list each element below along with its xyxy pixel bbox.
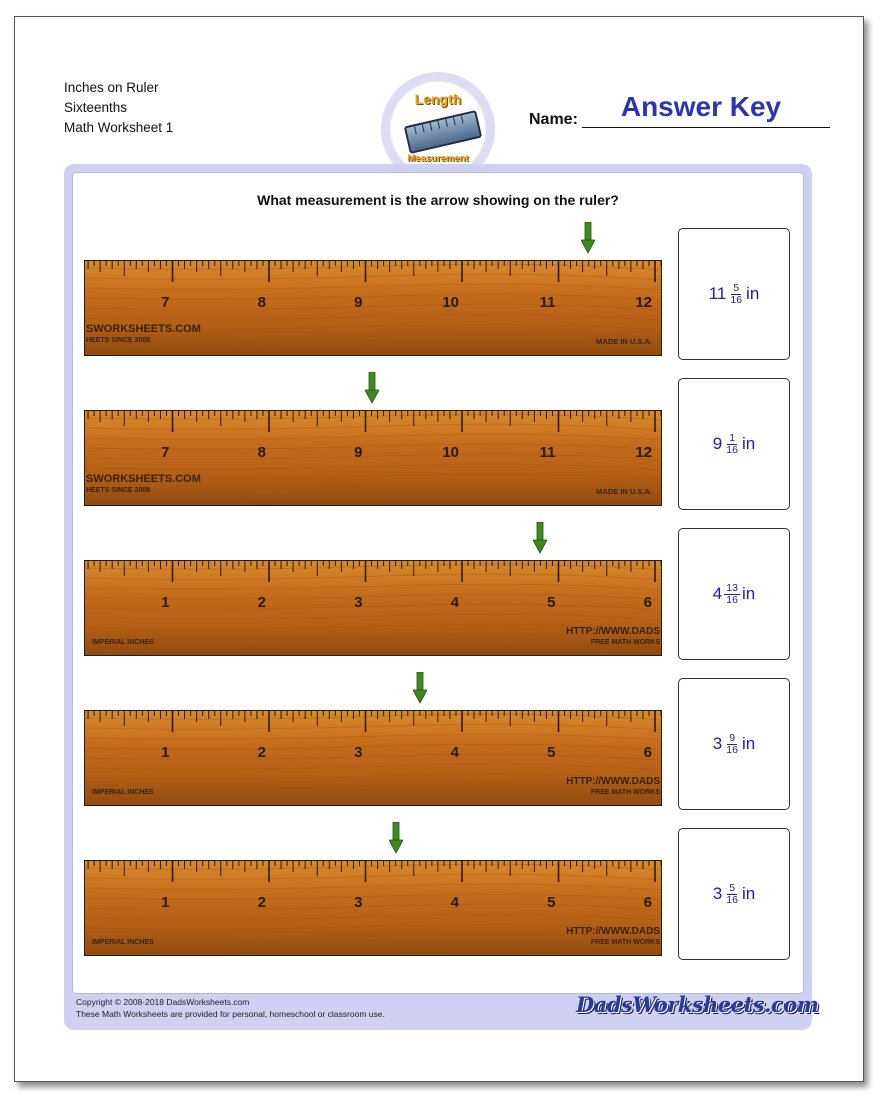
fraction-denominator: 16 [730, 293, 743, 306]
ruler-imprint-text: FREE MATH WORKS [590, 639, 660, 646]
ruler-imprint-text: MADE IN U.S.A. [596, 487, 652, 496]
name-line [582, 127, 830, 128]
problem-row [64, 678, 812, 812]
pointer-arrow-icon [389, 822, 403, 854]
ruler-inch-label: 9 [354, 294, 363, 311]
ruler [84, 260, 662, 356]
answer-unit: in [741, 884, 756, 903]
ruler-imprint-text: SWORKSHEETS.COM [86, 323, 201, 335]
ruler-inch-label: 11 [539, 444, 556, 461]
answer-value [679, 229, 789, 359]
ruler-inch-label: 4 [450, 744, 459, 761]
ruler-inch-label: 6 [643, 894, 652, 911]
ruler-imprint-text: IMPERIAL INCHES [92, 939, 154, 946]
ruler-inch-label: 4 [450, 894, 459, 911]
logo-title: Length [414, 91, 462, 107]
problem-row [64, 228, 812, 362]
answer-whole: 3 [712, 884, 723, 903]
worksheet-header [64, 78, 173, 138]
ruler-imprint-text: MADE IN U.S.A. [596, 337, 652, 346]
answer-whole: 4 [712, 584, 723, 603]
ruler [84, 560, 662, 656]
ruler-inch-label: 1 [161, 594, 170, 611]
ruler-imprint-text: FREE MATH WORKS [590, 939, 660, 946]
fraction-numerator: 5 [733, 281, 740, 294]
fraction-numerator: 5 [729, 881, 736, 894]
answer-whole: 11 [708, 284, 727, 303]
usage-notice: These Math Worksheets are provided for personal, homeschool or classroom use. [76, 1009, 385, 1019]
ruler-inch-label: 10 [442, 294, 459, 311]
problem-row [64, 828, 812, 962]
answer-value [679, 829, 789, 959]
ruler-inch-label: 6 [643, 744, 652, 761]
answer-box [678, 378, 790, 510]
fraction-denominator: 16 [726, 743, 738, 756]
ruler-inch-label: 1 [161, 744, 170, 761]
dadsworksheets-logo: DadsWorksheets.com [576, 992, 819, 1017]
answer-fraction [724, 883, 740, 906]
fraction-denominator: 16 [726, 893, 738, 906]
fraction-numerator: 1 [729, 431, 736, 444]
answer-value [679, 379, 789, 509]
answer-whole: 9 [712, 434, 723, 453]
ruler-inch-label: 2 [257, 594, 266, 611]
ruler-inch-label: 3 [354, 894, 363, 911]
footer [76, 996, 385, 1020]
ruler-imprint-text: HEETS SINCE 2008 [86, 337, 151, 344]
answer-fraction [724, 733, 740, 756]
header-worksheet-number: Math Worksheet 1 [64, 120, 174, 135]
ruler-inch-label: 10 [442, 444, 459, 461]
ruler-inch-label: 2 [257, 744, 266, 761]
ruler-inch-label: 6 [643, 594, 652, 611]
pointer-arrow-icon [365, 372, 379, 404]
answer-box [678, 828, 790, 960]
pointer-arrow-icon [533, 522, 547, 554]
answer-key-title: Answer Key [620, 91, 782, 122]
pointer-arrow-icon [413, 672, 427, 704]
ruler-inch-label: 9 [354, 444, 363, 461]
ruler-imprint-text: HTTP://WWW.DADS [566, 626, 660, 637]
answer-unit: in [741, 734, 756, 753]
ruler-imprint-text: HTTP://WWW.DADS [566, 926, 660, 937]
pointer-arrow-icon [581, 222, 595, 254]
ruler [84, 410, 662, 506]
ruler-imprint-text: IMPERIAL INCHES [92, 789, 154, 796]
answer-whole: 3 [712, 734, 723, 753]
ruler-inch-label: 5 [547, 744, 556, 761]
header-subtopic: Sixteenths [64, 100, 128, 115]
answer-box [678, 678, 790, 810]
ruler-inch-label: 5 [547, 894, 556, 911]
ruler-inch-label: 11 [539, 294, 556, 311]
problems-frame [64, 164, 819, 1030]
ruler-inch-label: 3 [354, 744, 363, 761]
ruler-icon [404, 110, 482, 154]
problem-row [64, 528, 812, 662]
question-text: What measurement is the arrow showing on the ruler? [257, 192, 619, 208]
ruler-inch-label: 2 [257, 894, 266, 911]
fraction-denominator: 16 [726, 593, 738, 606]
answer-box [678, 528, 790, 660]
answer-fraction [728, 283, 744, 306]
answer-box [678, 228, 790, 360]
answer-fraction [724, 433, 740, 456]
fraction-denominator: 16 [726, 443, 738, 456]
header-topic: Inches on Ruler [64, 80, 159, 95]
ruler-imprint-text: FREE MATH WORKS [590, 789, 660, 796]
ruler-imprint-text: HTTP://WWW.DADS [566, 776, 660, 787]
ruler-inch-label: 12 [635, 294, 652, 311]
ruler [84, 710, 662, 806]
ruler-imprint-text: HEETS SINCE 2008 [86, 487, 151, 494]
logo-subtitle: Measurement [407, 153, 469, 164]
ruler [84, 860, 662, 956]
answer-fraction [724, 583, 740, 606]
ruler-inch-label: 7 [161, 294, 170, 311]
ruler-inch-label: 3 [354, 594, 363, 611]
problem-row [64, 378, 812, 512]
ruler-inch-label: 8 [257, 294, 266, 311]
name-label: Name: [529, 111, 578, 128]
fraction-numerator: 13 [726, 581, 738, 594]
answer-unit: in [741, 584, 756, 603]
ruler-inch-label: 12 [635, 444, 652, 461]
ruler-imprint-text: IMPERIAL INCHES [92, 639, 154, 646]
ruler-imprint-text: SWORKSHEETS.COM [86, 473, 201, 485]
answer-value [679, 529, 789, 659]
ruler-inch-label: 8 [257, 444, 266, 461]
ruler-inch-label: 5 [547, 594, 556, 611]
answer-value [679, 679, 789, 809]
answer-unit: in [741, 434, 756, 453]
fraction-numerator: 9 [729, 731, 736, 744]
ruler-inch-label: 1 [161, 894, 170, 911]
answer-unit: in [746, 284, 760, 303]
ruler-inch-label: 7 [161, 444, 170, 461]
ruler-inch-label: 4 [450, 594, 459, 611]
copyright-text: Copyright © 2008-2018 DadsWorksheets.com [76, 997, 250, 1007]
